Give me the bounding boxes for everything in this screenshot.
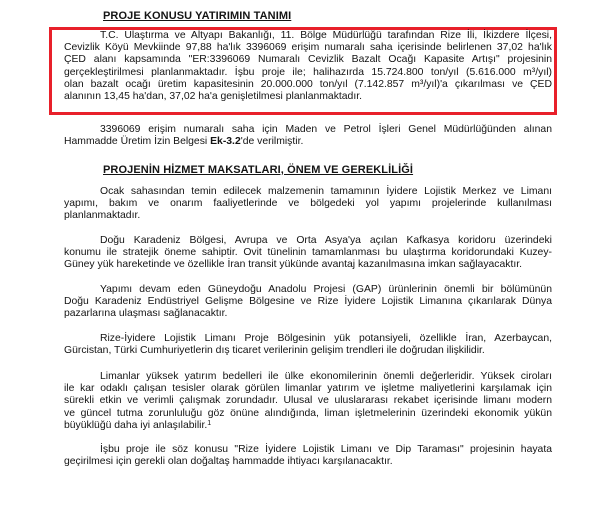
text-fragment: Hammadde Üretim İzin Belgesi (64, 136, 211, 148)
text-line: konumu ile stratejik öneme sahiptir. Ovit tünelinin tamamlanması bu ulaştırma koridorundaki Kuzey- (64, 247, 552, 259)
text-line: yapımı, bakım ve onarım faaliyetlerinde ve bölgedeki yol yapımı projelerinde kullanılması (64, 198, 552, 210)
paragraph-project-definition (64, 30, 552, 103)
text-line: T.C. Ulaştırma ve Altyapı Bakanlığı, 11. Bölge Müdürlüğü tarafından Rize İli, İkizdere İlçesi, (100, 30, 552, 41)
text-line: pazarlarına ulaşması sağlanacaktır. (64, 308, 228, 320)
text-fragment: büyüklüğü daha iyi anlaşılabilir. (64, 419, 208, 431)
paragraph-permit (64, 124, 552, 148)
text-line: planlanmaktadır. (64, 210, 141, 222)
text-line: ve güncel tutma zorunluluğu göz önüne alındığında, liman işletmelerinin üzerindeki ekonomik yükün (64, 407, 552, 419)
text-line: Güney yük hareketinde ve özellikle İran transit yükünde avantaj kazanılmasına imkan sağlayacaktır. (64, 259, 523, 271)
text-fragment: 'de verilmiştir. (240, 136, 304, 148)
text-line: 3396069 erişim numaralı saha için Maden ve Petrol İşleri Genel Müdürlüğünden alınan (100, 124, 552, 135)
text-line (64, 136, 552, 148)
paragraph-black-sea-region (64, 235, 552, 272)
text-line: gerçekleştirilmesi planlanmaktadır. İşbu proje ile; halihazırda 15.724.800 ton/yıl (5.616.000 m³/yıl) (64, 66, 552, 78)
text-line: Doğu Karadeniz Endüstriyel Gelişme Bölgesine ve Rize İyidere Lojistik Limanına çıkarılarak Dünya (64, 296, 552, 308)
paragraph-gap-project (64, 284, 552, 321)
text-line: sürekli etkin ve verimli çalışmak zorundadır. Ulusal ve uluslararası rekabet içerisinde limanı modern (64, 395, 552, 407)
text-line: geçirilmesi için gerekli olan doğaltaş hammadde ihtiyacı karşılanacaktır. (64, 456, 393, 468)
paragraph-conclusion (64, 444, 552, 468)
text-line: alanının 13,45 ha'dan, 37,02 ha'a genişletilmesi planlanmaktadır. (64, 91, 362, 103)
text-line: Cevizlik Köyü Mevkiinde 97,88 ha'lık 3396069 erişim numaralı saha içerisinde belirlenen 37,02 ha'lık (64, 42, 552, 54)
text-line: ÇED alanı kapsamında "ER:3396069 Numaralı Cevizlik Bazalt Ocağı Kapasite Artışı" projesinin (64, 54, 552, 66)
text-line: İşbu proje ile söz konusu "Rize İyidere Lojistik Limanı ve Dip Taraması" projesinin hayata (100, 444, 552, 455)
section-heading-purpose: PROJENİN HİZMET MAKSATLARI, ÖNEM VE GEREKLİLİĞİ (103, 164, 414, 176)
text-line: Gürcistan, Türki Cumhuriyetlerin dış ticaret verilerinin gelişim trendleri ile doğrudan ilişkilidir. (64, 345, 485, 357)
footnote-marker: 1 (207, 419, 212, 427)
text-line: Limanlar yüksek yatırım bedelleri ile ülke ekonomilerinin önemli değerleridir. Yüksek ciroları (100, 371, 552, 382)
text-line: Ocak sahasından temin edilecek malzemenin tamamının İyidere Lojistik Merkez ve Limanı (100, 186, 552, 197)
paragraph-ports (64, 371, 552, 432)
text-line: olan bazalt ocağı üretim kapasitesinin 20.000.000 ton/yıl (7.142.857 m³/yıl)'a çıkarılması ve ÇED (64, 78, 552, 90)
section-heading-project-definition: PROJE KONUSU YATIRIMIN TANIMI (103, 10, 292, 22)
paragraph-load-potential (64, 333, 552, 357)
paragraph-material-use (64, 186, 552, 223)
text-line: Rize-İyidere Lojistik Limanı Proje Bölgesinin yük potansiyeli, özellikle İran, Azerbaycan, (100, 333, 552, 344)
text-line (64, 420, 552, 432)
annex-reference: Ek-3.2 (210, 136, 241, 148)
text-line: Doğu Karadeniz Bölgesi, Avrupa ve Orta Asya'ya açılan Kafkasya koridoru üzerindeki (100, 235, 552, 246)
text-line: Yapımı devam eden Güneydoğu Anadolu Projesi (GAP) ürünlerinin önemli bir bölümünün (100, 284, 552, 295)
text-line: ile kar odaklı çalışan tesisler olarak görülen limanlar yatırım ve işletme maliyetlerini karşılamak için (64, 383, 552, 395)
